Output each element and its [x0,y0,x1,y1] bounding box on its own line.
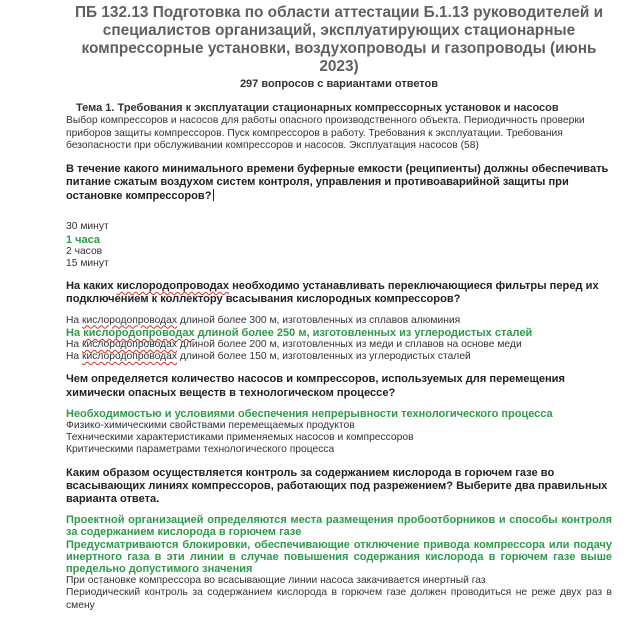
answers-2 [66,315,612,364]
topic-description: Выбор компрессоров и насосов для работы опасного производственного объекта. Периодичность проверки приборов защиты компрессоров. Пуск компрессоров в работу. Требования к эксплуатации. Требования безопасности при обслуживании компрессоров и насосов. Эксплуатация насосов (58) [66,115,585,152]
misspelled-word: кислородопроводах [116,280,230,293]
document-subtitle: 297 вопросов с вариантами ответов [239,78,439,90]
answer-1-1: 30 минут [66,221,109,233]
answers-1 [66,221,612,270]
answer-4-2-correct: Предусматриваются блокировки, обеспечивающие отключение привода компрессора или подачу инертного газа в эти линии в случае повышения содержания кислорода в горючем газе выше предельно допустимого значения [66,538,612,576]
answer-2-1: На кислородопроводах длиной более 300 м, изготовленных из сплавов алюминия [66,314,461,326]
answer-2-4: На кислородопроводах длиной более 150 м, изготовленных из углеродистых сталей [66,351,471,363]
answer-2-2-correct: На кислородопроводах длиной более 250 м, изготовленных из углеродистых сталей [66,326,533,339]
answer-3-3: Техническими характеристиками применяемых насосов и компрессоров [66,432,414,444]
question-4: Каким образом осуществляется контроль за содержанием кислорода в горючем газе во всасывающих линиях компрессоров, работающих под разрежением? Выберите два правильных варианта ответа. [66,466,608,506]
question-1 [66,163,612,204]
answer-2-3: На кислородопроводах длиной более 200 м, изготовленных из меди и сплавов на основе меди [66,339,522,351]
question-1-text: В течение какого минимального времени буферные емкости (реципиенты) должны обеспечивать питание сжатым воздухом систем контроля, управления и противоаварийной защиты при остановке компрессоров? [66,162,609,203]
answer-3-2: Физико-химическими свойствами перемещаемых продуктов [66,420,355,432]
answer-3-4: Критическими параметрами технологического процесса [66,444,335,456]
answer-3-1-correct: Необходимостью и условиями обеспечения непрерывности технологического процесса [66,407,553,420]
answer-4-1-correct: Проектной организацией определяются места размещения пробоотборников и способы контроля за содержанием кислорода в горючем газе [66,514,612,539]
question-2: На каких кислородопроводах необходимо устанавливать переключающиеся фильтры перед их подключением к коллектору всасывания кислородных компрессоров? [66,280,599,306]
text-cursor [213,189,214,201]
answer-4-4: Периодический контроль за содержанием кислорода в горючем газе должен проводиться не реже двух раз в смену [66,587,612,611]
answer-4-3: При остановке компрессора во всасывающие линии насоса закачивается инертный газ [66,575,486,587]
answer-1-2-correct: 1 часа [66,233,101,246]
document-title: ПБ 132.13 Подготовка по области аттестации Б.1.13 руководителей и специалистов организаций, эксплуатирующих стационарные компрессорные установки, воздухопроводы и газопроводы (июнь 2023) [74,4,604,75]
answer-1-3: 2 часов [66,245,103,257]
question-3: Чем определяется количество насосов и компрессоров, используемых для перемещения химически опасных веществ в технологическом процессе? [66,373,565,399]
answers-4 [66,514,612,612]
topic-title: Тема 1. Требования к эксплуатации стационарных компрессорных установок и насосов [76,102,559,114]
answer-1-4: 15 минут [66,258,109,269]
answers-3 [66,408,612,457]
